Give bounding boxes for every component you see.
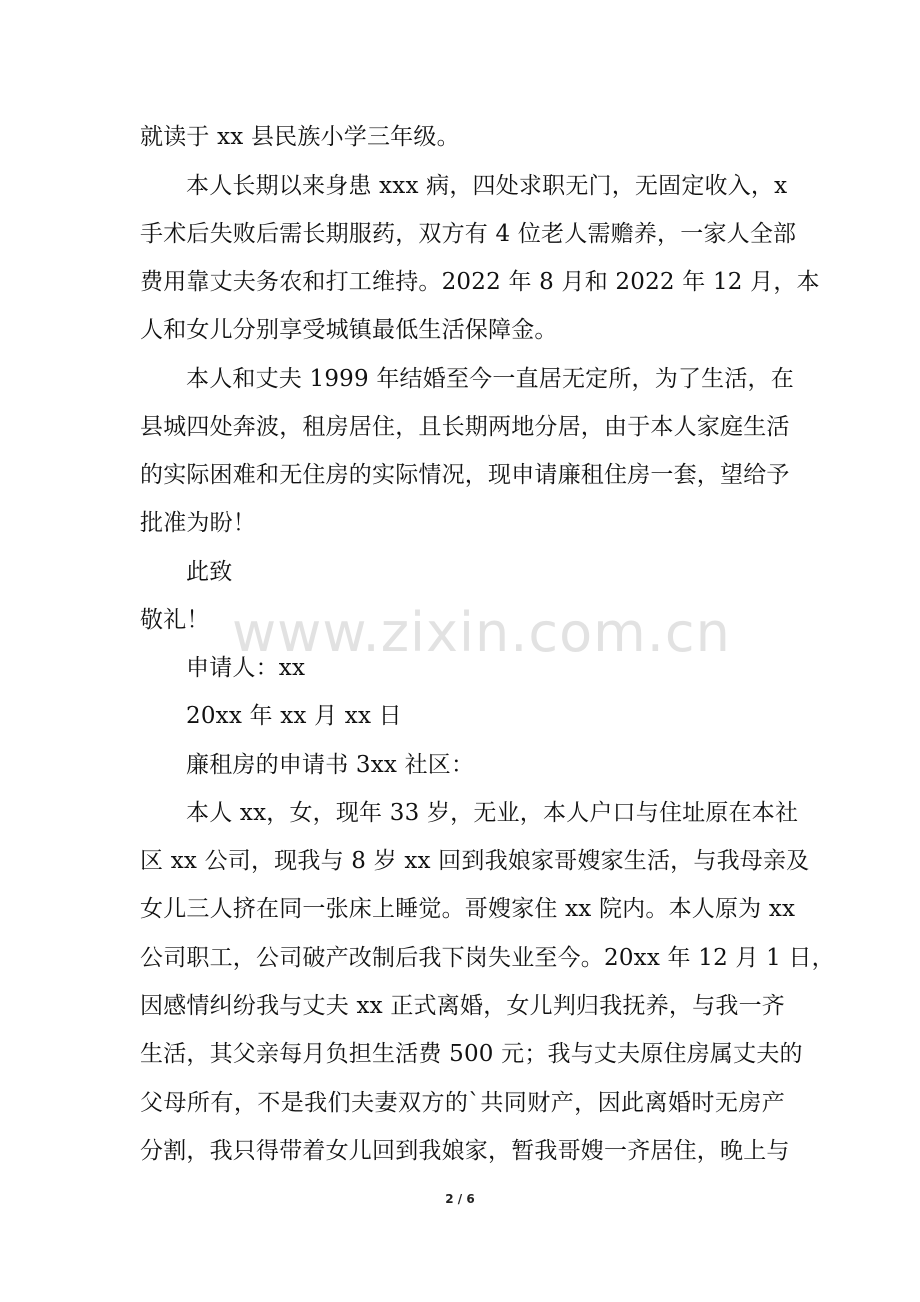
text-line: 本人长期以来身患 xxx 病，四处求职无门，无固定收入，x <box>186 173 788 199</box>
text-line: 因感情纠纷我与丈夫 xx 正式离婚，女儿判归我抚养，与我一齐 <box>140 993 785 1019</box>
watermark: www.zixin.com.cn <box>232 601 731 664</box>
text-line: 费用靠丈夫务农和打工维持。2022 年 8 月和 2022 年 12 月，本 <box>140 269 820 295</box>
date-line: 20xx 年 xx 月 xx 日 <box>186 703 402 729</box>
text-line: 本人 xx，女，现年 33 岁，无业，本人户口与住址原在本社 <box>186 800 799 826</box>
salutation: 敬礼！ <box>140 607 210 633</box>
text-line: 父母所有，不是我们夫妻双方的`共同财产，因此离婚时无房产 <box>140 1090 785 1116</box>
text-line: 区 xx 公司，现我与 8 岁 xx 回到我娘家哥嫂家生活，与我母亲及 <box>140 848 810 874</box>
section-heading: 廉租房的申请书 3xx 社区： <box>186 752 475 778</box>
salutation: 此致 <box>186 559 233 585</box>
text-line: 县城四处奔波，租房居住，且长期两地分居，由于本人家庭生活 <box>140 414 790 440</box>
applicant-name: 申请人：xx <box>186 655 306 681</box>
page-number: 2 / 6 <box>445 1192 475 1206</box>
text-line: 公司职工，公司破产改制后我下岗失业至今。20xx 年 12 月 1 日， <box>140 945 835 971</box>
text-line: 本人和丈夫 1999 年结婚至今一直居无定所，为了生活，在 <box>186 366 794 392</box>
text-line: 女儿三人挤在同一张床上睡觉。哥嫂家住 xx 院内。本人原为 xx <box>140 896 796 922</box>
text-line: 批准为盼！ <box>140 510 256 536</box>
text-line: 人和女儿分别享受城镇最低生活保障金。 <box>140 317 558 343</box>
text-line: 就读于 xx 县民族小学三年级。 <box>140 124 460 150</box>
text-line: 的实际困难和无住房的实际情况，现申请廉租住房一套，望给予 <box>140 462 790 488</box>
text-line: 分割，我只得带着女儿回到我娘家，暂我哥嫂一齐居住，晚上与 <box>140 1138 790 1164</box>
text-line: 生活，其父亲每月负担生活费 500 元；我与丈夫原住房属丈夫的 <box>140 1041 803 1067</box>
text-line: 手术后失败后需长期服药，双方有 4 位老人需赡养，一家人全部 <box>140 221 797 247</box>
